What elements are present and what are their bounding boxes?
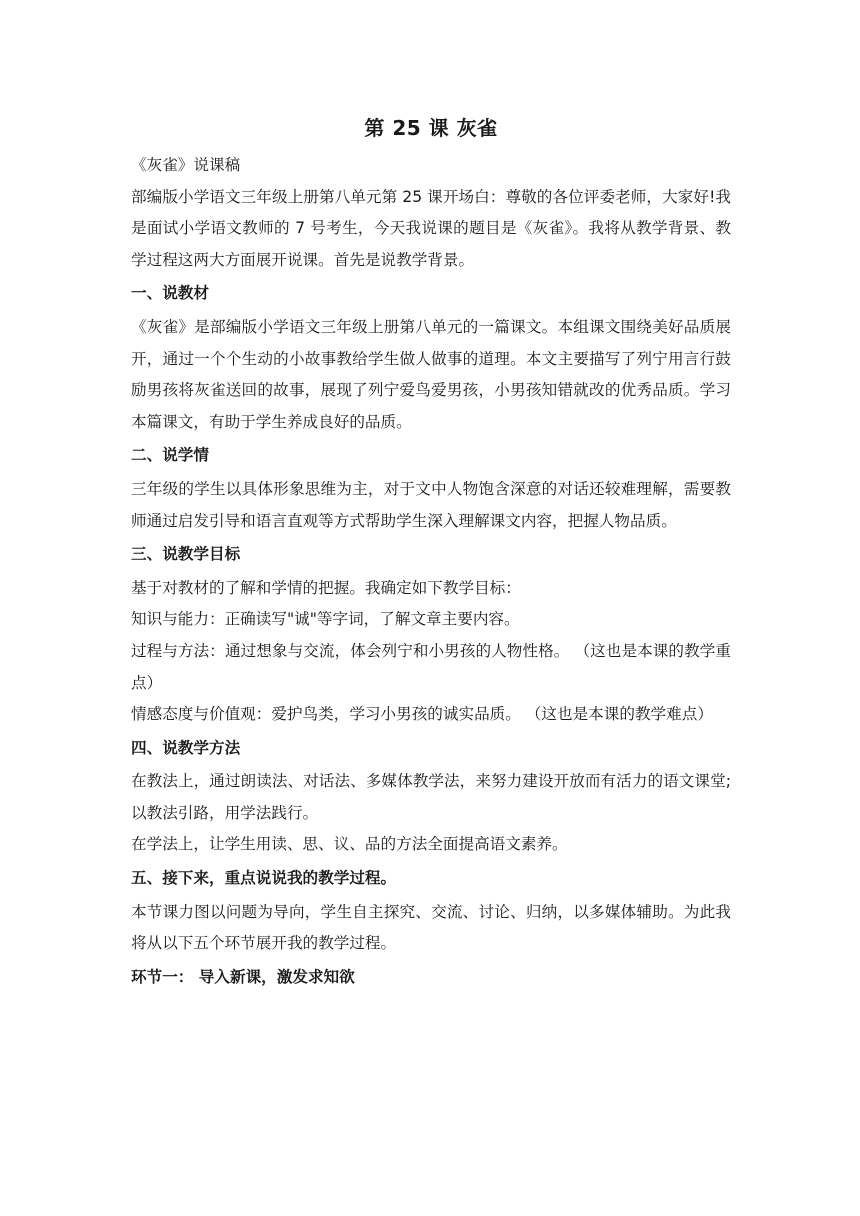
section-paragraph: 本节课力图以问题为导向，学生自主探究、交流、讨论、归纳，以多媒体辅助。为此我将从以下五个环节展开我的教学过程。 [131, 902, 731, 953]
section-paragraph: 过程与方法：通过想象与交流，体会列宁和小男孩的人物性格。 （这也是本课的教学重点） [131, 641, 731, 692]
section-paragraph: 三年级的学生以具体形象思维为主，对于文中人物饱含深意的对话还较难理解，需要教师通过启发引导和语言直观等方式帮助学生深入理解课文内容，把握人物品质。 [131, 479, 731, 530]
opening-paragraph: 部编版小学语文三年级上册第八单元第 25 课开场白：尊敬的各位评委老师，大家好!我是面试小学语文教师的 7 号考生，今天我说课的题目是《灰雀》。我将从教学背景、教学过程这两大方面展开说课。首先是说教学背景。 [131, 187, 731, 269]
section-paragraph: 在学法上，让学生用读、思、议、品的方法全面提高语文素养。 [131, 835, 568, 854]
section-heading-objectives: 三、说教学目标 [131, 545, 241, 564]
section-paragraph: 基于对教材的了解和学情的把握。我确定如下教学目标： [131, 578, 521, 597]
section-paragraph: 在教法上，通过朗读法、对话法、多媒体教学法，来努力建设开放而有活力的语文课堂;以教法引路，用学法践行。 [131, 772, 731, 822]
page-title: 第 25 课 灰雀 [364, 116, 498, 140]
section-heading-textbook: 一、说教材 [131, 284, 209, 303]
section-heading-stage-one: 环节一： 导入新课，激发求知欲 [131, 967, 355, 986]
subtitle: 《灰雀》说课稿 [131, 156, 241, 174]
section-heading-methods: 四、说教学方法 [131, 738, 241, 757]
document-content [131, 112, 731, 995]
section-heading-process: 五、接下来，重点说说我的教学过程。 [131, 869, 397, 888]
section-paragraph: 知识与能力：正确读写"诚"等字词，了解文章主要内容。 [131, 610, 520, 629]
section-heading-students: 二、说学情 [131, 446, 209, 465]
section-paragraph: 情感态度与价值观：爱护鸟类，学习小男孩的诚实品质。 （这也是本课的教学难点） [131, 705, 713, 724]
section-paragraph: 《灰雀》是部编版小学语文三年级上册第八单元的一篇课文。本组课文围绕美好品质展开，通过一个个生动的小故事教给学生做人做事的道理。本文主要描写了列宁用言行鼓励男孩将灰雀送回的故事，展现了列宁爱鸟爱男孩，小男孩知错就改的优秀品质。学习本篇课文，有助于学生养成良好的品质。 [131, 317, 731, 431]
